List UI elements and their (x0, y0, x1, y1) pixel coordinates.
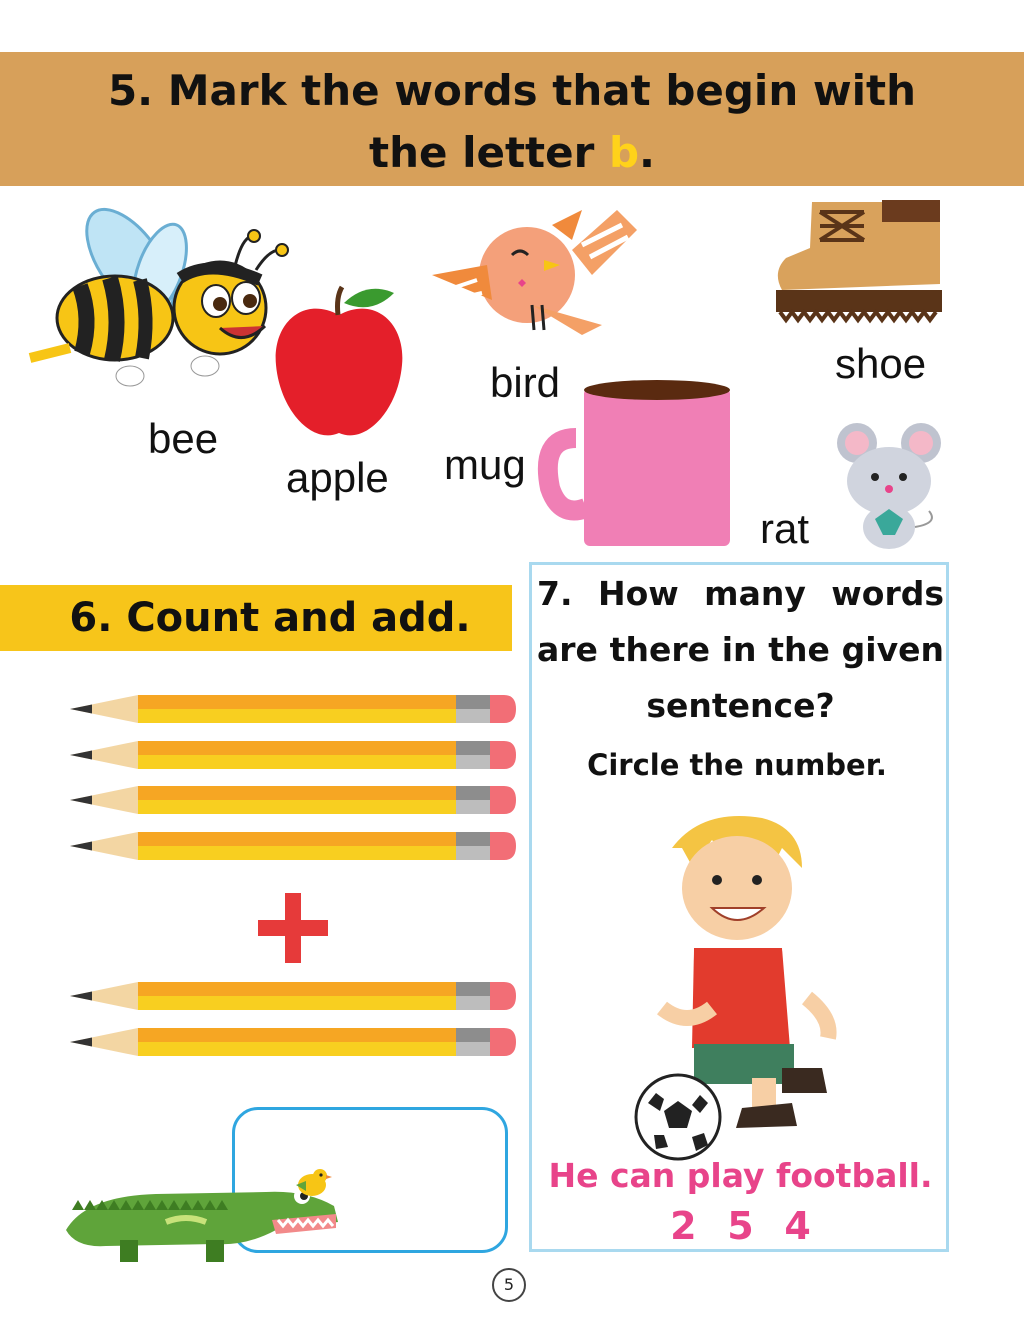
q7-option-3[interactable]: 4 (784, 1204, 811, 1248)
q5-title-line1: 5. Mark the words that begin with (107, 66, 917, 115)
q7-sentence: He can play football. (548, 1156, 933, 1195)
word-shoe: shoe (835, 340, 927, 387)
pencil-4 (70, 832, 516, 860)
bee-icon (20, 198, 280, 398)
pencil-5 (70, 982, 516, 1010)
q5-title-prefix: the letter (369, 128, 609, 177)
rat-icon (835, 415, 943, 551)
q7-option-1[interactable]: 2 (670, 1204, 697, 1248)
apple-icon (272, 285, 406, 445)
pencil-1 (70, 695, 516, 723)
pencil-6 (70, 1028, 516, 1056)
word-bee: bee (148, 415, 219, 462)
q7-title: 7. How many words are there in the given sentence? (537, 574, 944, 725)
word-rat: rat (760, 505, 810, 552)
word-bird: bird (490, 359, 561, 406)
shoe-icon (772, 192, 944, 322)
word-apple: apple (286, 454, 389, 501)
q7-options (537, 1204, 944, 1248)
word-mug: mug (444, 441, 526, 488)
q5-title (0, 60, 1024, 184)
q5-title-letter: b (608, 128, 640, 177)
pencils-group (70, 690, 520, 1060)
pencil-2 (70, 741, 516, 769)
football-icon (634, 1073, 722, 1161)
bird-icon (432, 205, 647, 340)
q7-subtitle: Circle the number. (587, 748, 887, 782)
q5-title-line2 (0, 122, 1024, 184)
q5-title-suffix: . (639, 128, 655, 177)
q6-title: 6. Count and add. (69, 595, 471, 641)
mug-icon (546, 378, 736, 550)
small-bird-icon (292, 1163, 332, 1203)
q7-option-2[interactable]: 5 (727, 1204, 754, 1248)
plus-icon (258, 893, 328, 963)
page-number: 5 (492, 1268, 526, 1302)
pencil-3 (70, 786, 516, 814)
